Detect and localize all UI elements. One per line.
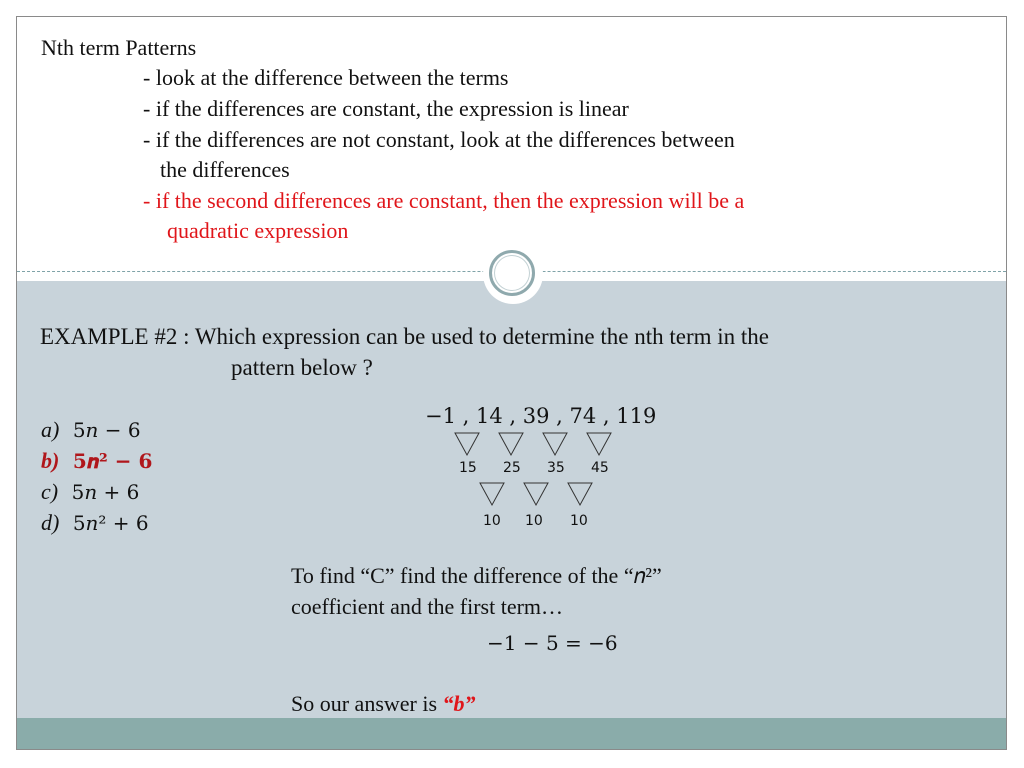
option-d-label: d) xyxy=(41,510,60,535)
example-question-cont: pattern below ? xyxy=(231,355,373,380)
first-diff-2: 25 xyxy=(503,460,521,476)
option-a-label: a) xyxy=(41,417,60,442)
circle-ornament-icon xyxy=(489,250,535,296)
example-panel xyxy=(17,281,1006,719)
footer-bar xyxy=(17,718,1006,750)
equation: −1 − 5 = −6 xyxy=(487,631,618,655)
bullet-1: - look at the difference between the terms xyxy=(143,65,509,90)
option-d xyxy=(41,508,149,538)
slide xyxy=(16,16,1007,750)
answer-line xyxy=(291,689,476,719)
answer-value: “b” xyxy=(442,691,476,716)
triangle-icon xyxy=(455,433,479,455)
bullet-3: - if the differences are not constant, look at the differences between xyxy=(143,127,735,152)
second-diff-3: 10 xyxy=(570,513,588,529)
triangle-icon xyxy=(543,433,567,455)
find-c-text-cont: coefficient and the first term… xyxy=(291,594,564,619)
bullet-red: - if the second differences are constant, then the expression will be a xyxy=(143,188,745,213)
second-diff-1: 10 xyxy=(483,513,501,529)
find-c-text: To find “C” find the difference of the “𝑛²” xyxy=(291,563,662,588)
bullet-red-cont: quadratic expression xyxy=(167,218,349,243)
first-diff-triangles xyxy=(453,431,623,457)
bullet-2: - if the differences are constant, the expression is linear xyxy=(143,96,629,121)
option-c-label: c) xyxy=(41,479,59,504)
second-diff-2: 10 xyxy=(525,513,543,529)
first-diff-1: 15 xyxy=(459,460,477,476)
option-a-expr: 5𝑛 − 6 xyxy=(72,418,141,442)
option-b xyxy=(41,446,152,476)
option-c xyxy=(41,477,139,507)
option-d-expr: 5𝑛² + 6 xyxy=(72,511,149,535)
first-diff-4: 45 xyxy=(591,460,609,476)
option-c-expr: 5𝑛 + 6 xyxy=(71,480,140,504)
slide-title: Nth term Patterns xyxy=(41,35,197,60)
sequence: −1 , 14 , 39 , 74 , 119 xyxy=(425,404,657,428)
triangle-icon xyxy=(480,483,504,505)
triangle-icon xyxy=(524,483,548,505)
bullet-3-cont: the differences xyxy=(160,157,290,182)
triangle-icon xyxy=(587,433,611,455)
triangle-icon xyxy=(499,433,523,455)
option-a xyxy=(41,415,141,445)
triangle-icon xyxy=(568,483,592,505)
answer-prefix: So our answer is xyxy=(291,691,443,716)
example-question: EXAMPLE #2 : Which expression can be used to determine the nth term in the xyxy=(40,324,770,349)
second-diff-triangles xyxy=(478,481,598,507)
option-b-label: b) xyxy=(41,448,60,473)
first-diff-3: 35 xyxy=(547,460,565,476)
header-section xyxy=(17,17,1006,272)
option-b-expr: 𝟓𝒏² − 𝟔 xyxy=(72,449,153,473)
